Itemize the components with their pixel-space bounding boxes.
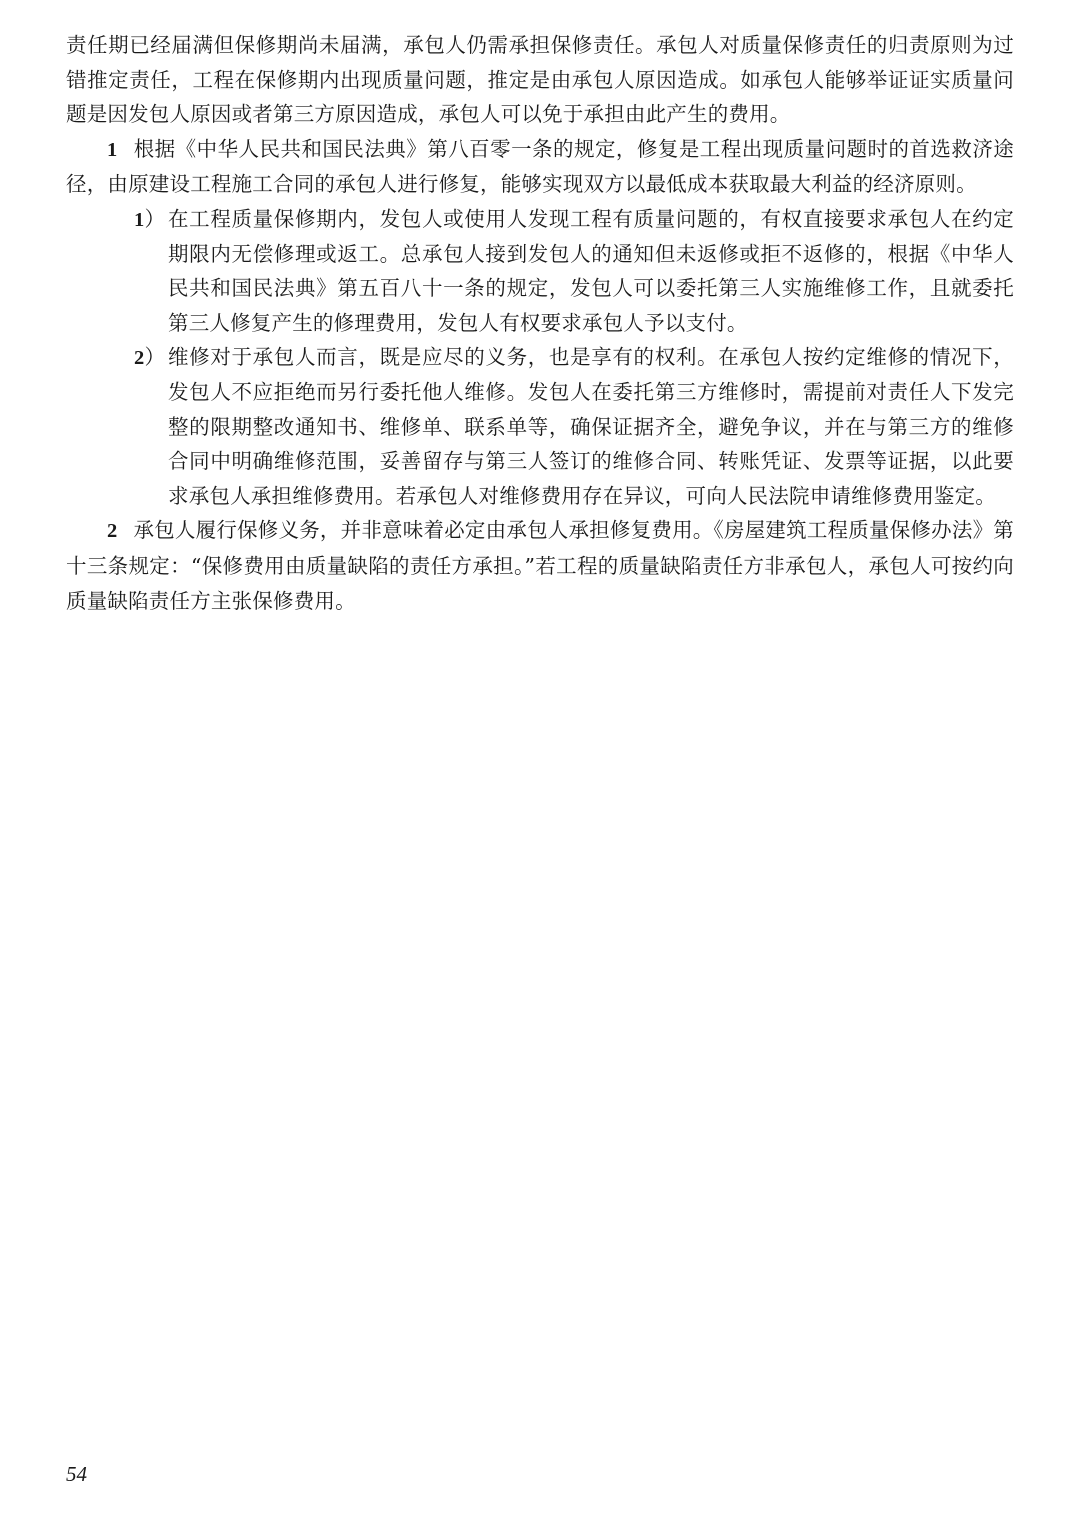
clause-1-paragraph <box>66 132 1014 202</box>
document-body <box>66 28 1014 618</box>
page-number: 54 <box>66 1462 87 1486</box>
clause-1-item-1-text: 在工程质量保修期内，发包人或使用人发现工程有质量问题的，有权直接要求承包人在约定期限内无偿修理或返工。总承包人接到发包人的通知但未返修或拒不返修的，根据《中华人民共和国民法典》第五百八十一条的规定，发包人可以委托第三人实施维修工作，且就委托第三人修复产生的修理费用，发包人有权要求承包人予以支付。 <box>168 206 1014 335</box>
clause-1-item-2-paren: ） <box>144 345 166 370</box>
intro-paragraph: 责任期已经届满但保修期尚未届满，承包人仍需承担保修责任。承包人对质量保修责任的归责原则为过错推定责任，工程在保修期内出现质量问题，推定是由承包人原因造成。如承包人能够举证证实质量问题是因发包人原因或者第三方原因造成，承包人可以免于承担由此产生的费用。 <box>66 33 1014 127</box>
clause-1-item-1-number: 1 <box>134 208 145 231</box>
clause-2-paragraph <box>66 513 1014 618</box>
clause-2-text: 承包人履行保修义务，并非意味着必定由承包人承担修复费用。《房屋建筑工程质量保修办法》第十三条规定：“保修费用由质量缺陷的责任方承担。”若工程的质量缺陷责任方非承包人，承包人可按约向质量缺陷责任方主张保修费用。 <box>66 518 1014 613</box>
clause-1-item-2 <box>66 340 1014 513</box>
clause-1-item-2-marker <box>134 340 165 376</box>
clause-1-item-2-text: 维修对于承包人而言，既是应尽的义务，也是享有的权利。在承包人按约定维修的情况下，发包人不应拒绝而另行委托他人维修。发包人在委托第三方维修时，需提前对责任人下发完整的限期整改通知书、维修单、联系单等，确保证据齐全，避免争议，并在与第三方的维修合同中明确维修范围，妥善留存与第三人签订的维修合同、转账凭证、发票等证据，以此要求承包人承担维修费用。若承包人对维修费用存在异议，可向人民法院申请维修费用鉴定。 <box>168 345 1014 508</box>
clause-1-item-2-number: 2 <box>134 347 145 370</box>
clause-1-item-1-paren: ） <box>144 206 166 231</box>
clause-2-number: 2 <box>107 520 118 543</box>
clause-1-number: 1 <box>107 138 118 161</box>
clause-1-text: 根据《中华人民共和国民法典》第八百零一条的规定，修复是工程出现质量问题时的首选救济途径，由原建设工程施工合同的承包人进行修复，能够实现双方以最低成本获取最大利益的经济原则。 <box>66 136 1014 197</box>
clause-1-item-1-marker <box>134 202 165 238</box>
clause-1-item-1 <box>66 202 1014 340</box>
